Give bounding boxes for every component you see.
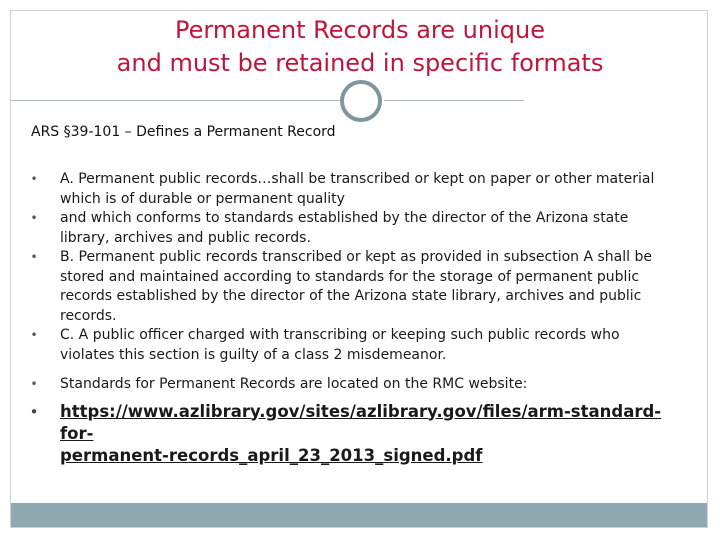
bullet-dot: • — [30, 377, 38, 391]
bullet-list — [28, 170, 690, 467]
title-line-2: and must be retained in specific formats — [116, 49, 604, 77]
bullet-line: B. Permanent public records transcribed or kept as provided in subsection A shall be — [60, 249, 652, 265]
bullet-item — [28, 326, 690, 365]
bullet-item — [28, 209, 690, 248]
bullet-dot: • — [30, 211, 38, 225]
link-bullet-item — [28, 401, 690, 467]
slide-title — [10, 14, 710, 80]
bullet-dot: • — [30, 250, 38, 264]
bullet-dot: • — [29, 402, 39, 421]
bullet-line: and which conforms to standards established by the director of the Arizona state — [60, 210, 629, 226]
bullet-item — [28, 170, 690, 209]
bullet-line: violates this section is guilty of a class 2 misdemeanor. — [60, 346, 447, 363]
standards-link-line-2[interactable]: permanent-records_april_23_2013_signed.pdf — [60, 445, 483, 465]
bullet-item — [28, 248, 690, 326]
bullet-line: A. Permanent public records…shall be transcribed or kept on paper or other material — [60, 171, 655, 187]
bullet-line: Standards for Permanent Records are located on the RMC website: — [60, 376, 528, 392]
bullet-dot: • — [30, 172, 38, 186]
subheading: ARS §39-101 – Defines a Permanent Record — [31, 124, 336, 140]
ring-ornament — [340, 80, 382, 122]
bullet-line: which is of durable or permanent quality — [60, 190, 345, 207]
standards-link[interactable] — [60, 402, 661, 465]
bullet-line: library, archives and public records. — [60, 229, 311, 246]
bullet-line: records. — [60, 307, 117, 324]
divider-right — [384, 100, 524, 101]
standards-link-line-1[interactable]: https://www.azlibrary.gov/sites/azlibrary.gov/files/arm-standard-for- — [60, 401, 662, 443]
bullet-line: records established by the director of the Arizona state library, archives and public — [60, 288, 642, 304]
title-line-1: Permanent Records are unique — [175, 16, 545, 44]
divider-left — [11, 100, 341, 101]
footer-bar — [11, 503, 707, 527]
bullet-item — [28, 375, 690, 395]
bullet-line: stored and maintained according to standards for the storage of permanent public — [60, 268, 640, 285]
bullet-line: C. A public officer charged with transcribing or keeping such public records who — [60, 327, 620, 343]
bullet-dot: • — [30, 328, 38, 342]
